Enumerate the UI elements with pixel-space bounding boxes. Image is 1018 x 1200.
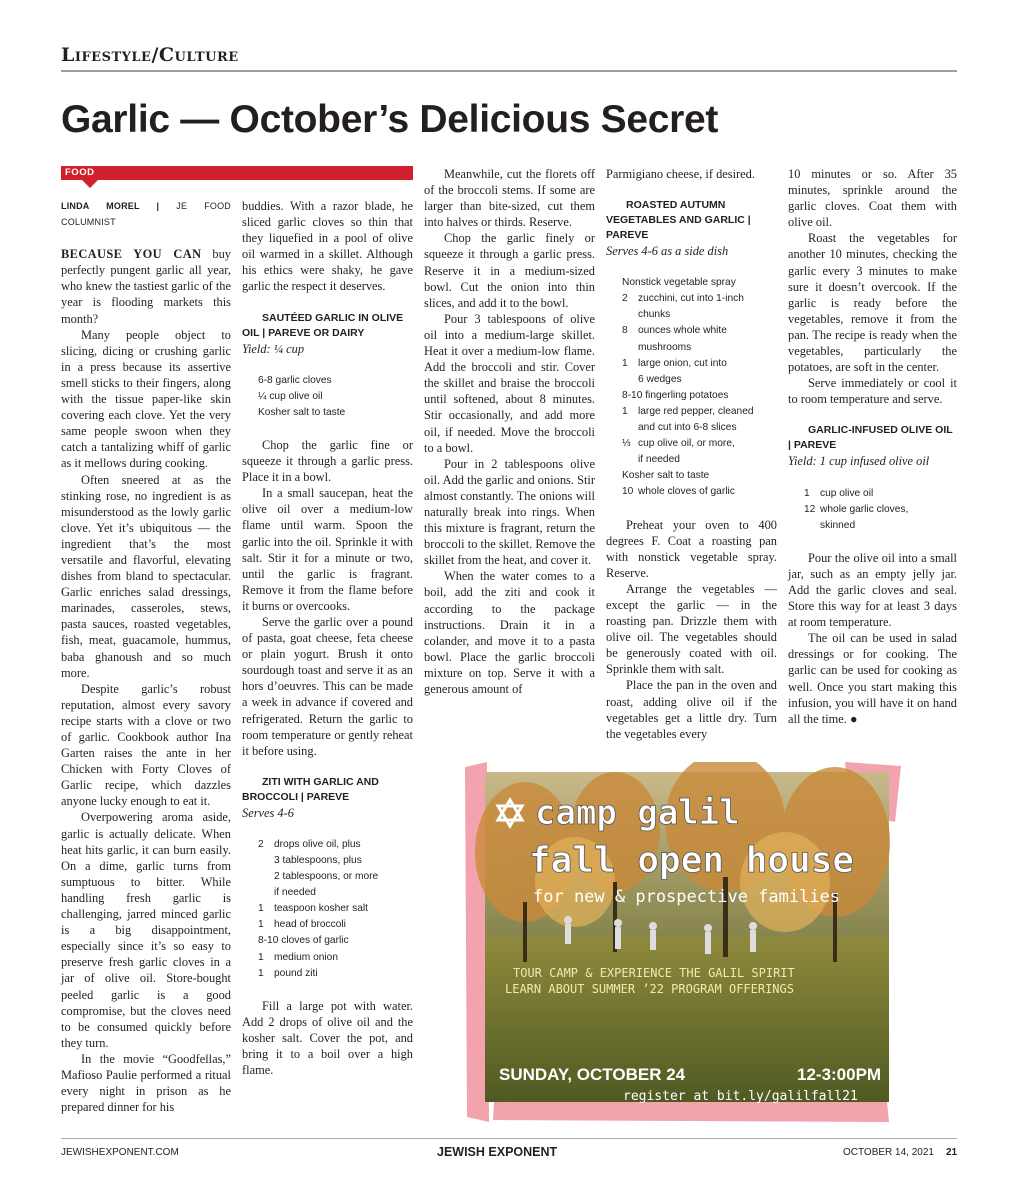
ingredient: mushrooms [638, 341, 692, 353]
ingredient-list [606, 275, 777, 500]
ingredient: 8-10 fingerling potatoes [622, 389, 729, 401]
recipe-title: GARLIC-INFUSED OLIVE OIL | PAREVE [788, 424, 953, 452]
paragraph: Often sneered at as the stinking rose, no ingredient is as misunderstood as the lowly garlic clove. Yet it’s ubiquitous — the ingredient that’s the most versatile and flavorful, elevating dishes from bland to spectacular. Garlic enriches salad dressings, marinades, casseroles, stews, pasta sauces, roasted vegetables, fish, meat, guacamole, hummus, baba ghanoush and so much more. [61, 472, 231, 680]
paragraph: When the water comes to a boil, add the ziti and cook it according to the package instructions. Drain it in a colander, and move it to a pasta bowl. Place the garlic broccoli mixture on top. Serve it with a generous amount of [424, 569, 595, 696]
ad-tagline: for new & prospective families [533, 887, 841, 907]
ingredient: 1 large onion, cut into [622, 357, 727, 369]
ingredient: and cut into 6-8 slices [638, 422, 737, 434]
category-label: FOOD [65, 167, 95, 178]
section-rule [61, 70, 957, 72]
byline: LINDA MOREL | JE FOOD COLUMNIST [61, 201, 231, 228]
column-3 [424, 166, 595, 697]
ad-line-tour: TOUR CAMP & EXPERIENCE THE GALIL SPIRIT [513, 966, 795, 980]
ad-title: camp galil [535, 793, 740, 833]
ingredient: ¼ cup olive oil [258, 390, 323, 402]
camp-galil-ad[interactable] [465, 762, 901, 1122]
ingredient: 1 pound ziti [258, 967, 318, 979]
ingredient: 10 whole cloves of garlic [622, 486, 735, 498]
paragraph: BECAUSE YOU CAN buy perfectly pungent garlic all year, who knew the tastiest garlic of the year is flooding markets this month? [61, 247, 231, 326]
author-name: LINDA MOREL [61, 201, 140, 211]
paragraph: Pour 3 tablespoons of olive oil into a medium-large skillet. Heat it over a medium-low flame. Add the broccoli and stir. Cover the skillet and braise the broccoli until softened, about 8 minutes. Stir occasionally, and add more oil, if needed. Move the broccoli to a bowl. [424, 311, 595, 455]
author-role: JE FOOD COLUMNIST [61, 201, 231, 228]
column-2 [242, 166, 413, 1078]
paragraph: Parmigiano cheese, if desired. [606, 167, 755, 181]
recipe-title: SAUTÉED GARLIC IN OLIVE OIL | PAREVE OR DAIRY [242, 311, 404, 339]
ingredient: 1 head of broccoli [258, 919, 346, 931]
ingredient: 12 whole garlic cloves, [804, 503, 909, 515]
category-pointer [82, 180, 98, 188]
ingredient: 8 ounces whole white [622, 325, 727, 337]
ingredient: 6 wedges [638, 373, 682, 385]
paragraph: In a small saucepan, heat the olive oil over a medium-low flame until warm. Spoon the garlic into the oil. Sprinkle it with salt. Stir it for a minute or two, until the garlic is fragrant. Remove it from the flame before it burns or overcooks. [242, 486, 413, 613]
ingredient-list [788, 486, 957, 534]
recipe-title: ROASTED AUTUMN VEGETABLES AND GARLIC | PAREVE [606, 199, 751, 242]
paragraph: buddies. With a razor blade, he sliced garlic cloves so thin that they liquefied in a pool of olive oil warmed in a skillet. Although his ethics were shaky, he gave garlic the respect it deserves. [242, 199, 413, 294]
ingredient: skinned [820, 519, 856, 531]
ingredient: 3 tablespoons, plus [274, 855, 362, 866]
ingredient: 1 large red pepper, cleaned [622, 405, 754, 417]
column-4 [606, 166, 777, 742]
paragraph: Arrange the vegetables — except the garlic — in the roasting pan. Drizzle them with olive oil. The vegetables should be generously coated with oil. Sprinkle them with salt. [606, 581, 777, 677]
paragraph: Many people object to slicing, dicing or crushing garlic in a press because its assertive smell sticks to their fingers, along with the tissue paper-like skin covering each clove. Yet the very same people swoon when they catch a tantalizing whiff of garlic as it mellows during cooking. [61, 327, 231, 471]
paragraph: The oil can be used in salad dressings or for cooking. The garlic can be used for cooking as well. Once you start making this infusion, you will have it on hand all the time. ● [788, 631, 957, 726]
paragraph: Overpowering aroma aside, garlic is actually delicate. When heat hits garlic, it can burn easily. On a dime, garlic turns from sumptuous to bitter. While handling fresh garlic is challenging, jarred minced garlic is a big disappointment, especially since it’s so easy to preserve fresh garlic cloves in a jar of olive oil. Store-bought peeled garlic is a good compromise, but the cloves need to be consumed quickly before they turn. [61, 810, 231, 1050]
paragraph: Roast the vegetables for another 10 minutes, checking the garlic every 3 minutes to make sure it doesn’t overcook. If the garlic is ready before the vegetables, remove it from the pan. The recipe is ready when the vegetables, particularly the potatoes, are soft in the center. [788, 231, 957, 375]
recipe-yield: Yield: 1 cup infused olive oil [788, 454, 930, 469]
ingredient: 2 zucchini, cut into 1-inch [622, 293, 744, 305]
footer-paper-name: JEWISH EXPONENT [437, 1145, 558, 1159]
paragraph: Serve immediately or cool it to room temperature and serve. [788, 376, 957, 407]
paragraph: Preheat your oven to 400 degrees F. Coat a roasting pan with nonstick vegetable spray. Reserve. [606, 517, 777, 580]
lead-in: BECAUSE YOU CAN [61, 247, 202, 262]
ingredient: if needed [638, 454, 680, 466]
ad-time: 12-3:00PM [797, 1065, 882, 1084]
paragraph: Pour the olive oil into a small jar, such as an empty jelly jar. Add the garlic cloves and seal. Store this way for at least 3 days at room temperature. [788, 550, 957, 630]
ingredient: ⅓ cup olive oil, or more, [622, 438, 735, 450]
ingredient: 2 drops olive oil, plus [258, 838, 361, 850]
paragraph: Meanwhile, cut the florets off of the broccoli stems. If some are larger than bite-sized, cut them into halves or thirds. Reserve. [424, 167, 595, 230]
column-1 [61, 198, 231, 1115]
ingredient: if needed [274, 887, 316, 899]
recipe-title: ZITI WITH GARLIC AND BROCCOLI | PAREVE [242, 775, 379, 803]
ingredient: 8-10 cloves of garlic [258, 935, 349, 947]
ingredient: 1 cup olive oil [804, 487, 874, 499]
ingredient: 1 medium onion [258, 951, 338, 963]
column-5 [788, 166, 957, 727]
recipe-yield: Yield: ¼ cup [242, 341, 305, 356]
ingredient: chunks [638, 309, 671, 321]
end-mark: ● [849, 711, 858, 726]
ingredient: Kosher salt to taste [258, 406, 346, 418]
ingredient-list [242, 837, 413, 982]
ad-register-link: register at bit.ly/galilfall21 [623, 1089, 858, 1104]
paragraph: 10 minutes or so. After 35 minutes, sprinkle around the garlic cloves. Coat them with olive oil. [788, 167, 957, 230]
page-number: 21 [946, 1147, 958, 1158]
recipe-yield: Serves 4-6 as a side dish [606, 244, 729, 259]
footer-rule [61, 1138, 957, 1139]
ad-subtitle: fall open house [529, 840, 855, 881]
paragraph: Despite garlic’s robust reputation, almost every savory recipe starts with a clove or two of garlic. Cookbook author Ina Garten raises the ante in her Chicken with Forty Cloves of Garlic recipe, which dazzles anyone lucky enough to eat it. [61, 681, 231, 809]
footer-date: OCTOBER 14, 2021 [843, 1147, 934, 1158]
ingredient: Kosher salt to taste [622, 470, 710, 482]
ingredient-list [242, 373, 413, 421]
headline: Garlic — October’s Delicious Secret [61, 98, 719, 141]
section-label: Lifestyle/Culture [61, 44, 239, 66]
ad-line-learn: LEARN ABOUT SUMMER ’22 PROGRAM OFFERINGS [505, 982, 794, 996]
paragraph: Serve the garlic over a pound of pasta, goat cheese, feta cheese or plain yogurt. Brush it onto sourdough toast and serve it as an hors d’oeuvres. This can be made a week in advance if covered and refrigerated. Return the garlic to room temperature or gently reheat it before using. [242, 614, 413, 758]
paragraph: Pour in 2 tablespoons olive oil. Add the garlic and onions. Stir almost constantly. The onions will naturally break into rings. When this mixture is fragrant, return the broccoli to the skillet. Remove the skillet from the heat, and cover it. [424, 456, 595, 568]
ingredient: 1 teaspoon kosher salt [258, 903, 369, 915]
footer-site[interactable]: JEWISHEXPONENT.COM [61, 1147, 179, 1158]
ingredient: 2 tablespoons, or more [274, 871, 379, 883]
paragraph: In the movie “Goodfellas,” Mafioso Paulie performed a ritual every night in prison as he prepared dinner for his [61, 1051, 231, 1115]
paragraph: Place the pan in the oven and roast, adding olive oil if the vegetables get a little dry. Turn the vegetables every [606, 678, 777, 741]
ingredient: Nonstick vegetable spray [622, 277, 736, 289]
paragraph: Chop the garlic fine or squeeze it through a garlic press. Place it in a bowl. [242, 437, 413, 485]
ingredient: 6-8 garlic cloves [258, 374, 332, 386]
paragraph: Fill a large pot with water. Add 2 drops of olive oil and the kosher salt. Cover the pot, and bring it to a boil over a high flame. [242, 998, 413, 1078]
ad-date: SUNDAY, OCTOBER 24 [499, 1065, 686, 1084]
paragraph: Chop the garlic finely or squeeze it through a garlic press. Reserve it in a medium-sized bowl. Cut the onion into thin slices, and add it to the bowl. [424, 231, 595, 310]
recipe-yield: Serves 4-6 [242, 805, 294, 820]
